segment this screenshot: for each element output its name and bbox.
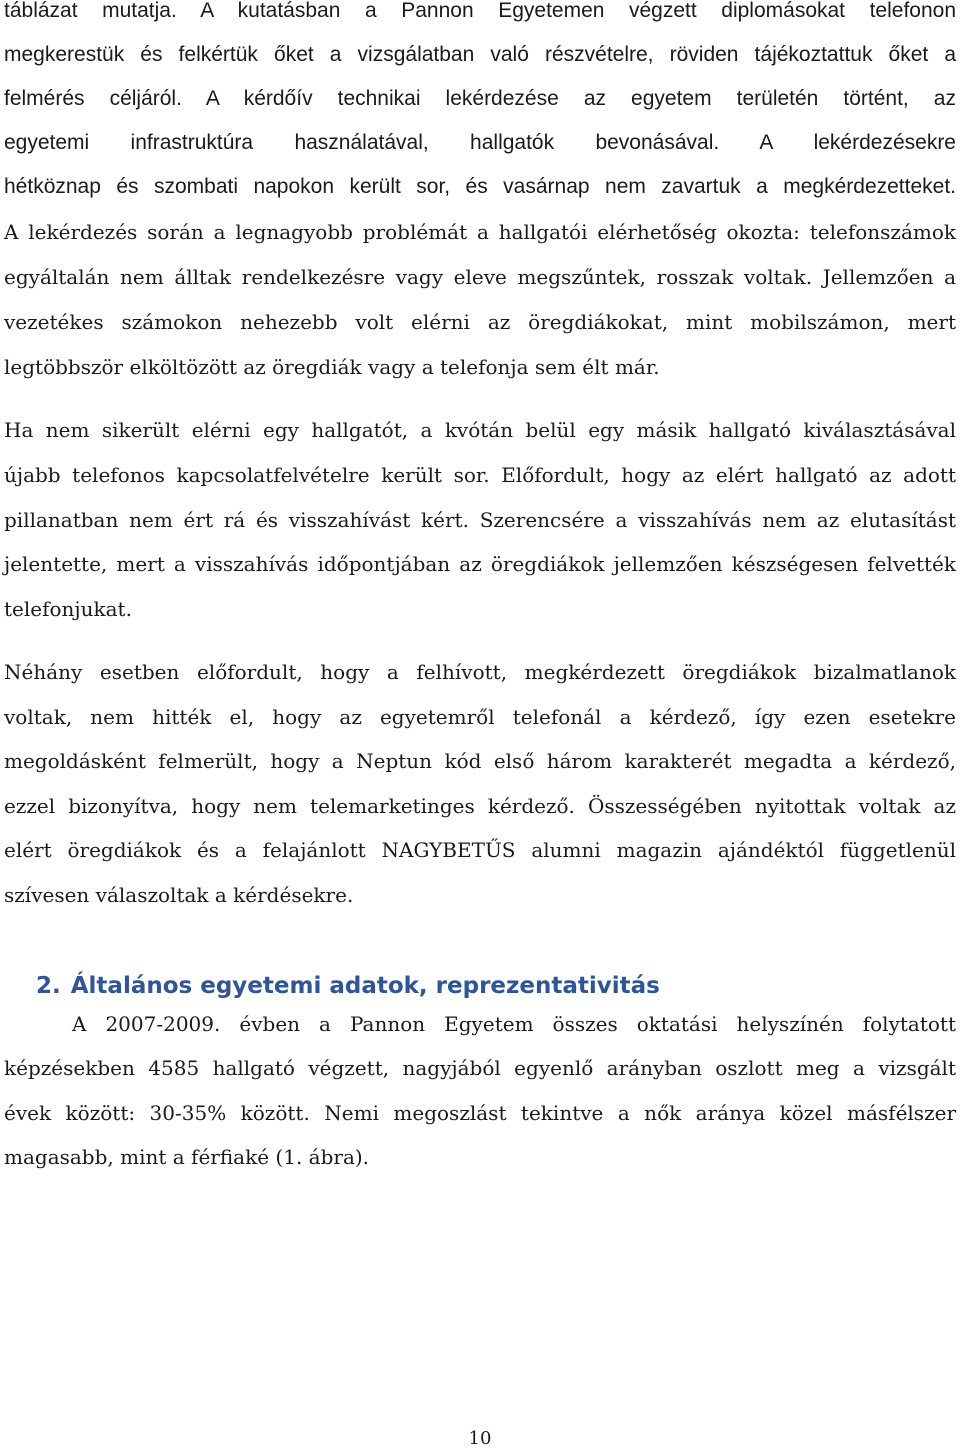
text-line: megkerestük és felkértük őket a vizsgálatban való részvételre, röviden tájékoztattuk őket a [4, 43, 956, 66]
text-line: évek között: 30-35% között. Nemi megoszlást tekintve a nők aránya közel másfélszer [4, 1101, 956, 1125]
section-title: Általános egyetemi adatok, reprezentativitás [70, 973, 660, 999]
text-line: egyáltalán nem álltak rendelkezésre vagy eleve megszűntek, rosszak voltak. Jellemzően a [4, 265, 956, 289]
page-number: 10 [468, 1428, 492, 1449]
text-line: Ha nem sikerült elérni egy hallgatót, a kvótán belül egy másik hallgató kiválasztásával [4, 418, 956, 442]
text-line: voltak, nem hitték el, hogy az egyetemről telefonál a kérdező, így ezen esetekre [4, 705, 956, 729]
text-line: ezzel bizonyítva, hogy nem telemarketinges kérdező. Összességében nyitottak voltak az [4, 794, 956, 818]
text-line: elért öregdiákok és a felajánlott NAGYBETŰS alumni magazin ajándéktól függetlenül [4, 838, 956, 862]
text-line: újabb telefonos kapcsolatfelvételre került sor. Előfordult, hogy az elért hallgató az adott [4, 463, 956, 487]
text-line: szívesen válaszoltak a kérdésekre. [4, 883, 354, 907]
text-line: jelentette, mert a visszahívás időpontjában az öregdiákok jellemzően készségesen felvették [4, 552, 956, 576]
text-line: felmérés céljáról. A kérdőív technikai lekérdezése az egyetem területén történt, az [4, 87, 956, 110]
section-heading [36, 970, 660, 1002]
text-line: legtöbbször elköltözött az öregdiák vagy a telefonja sem élt már. [4, 355, 660, 379]
text-line: hétköznap és szombati napokon került sor, és vasárnap nem zavartuk a megkérdezetteket. [4, 175, 956, 198]
text-line: Néhány esetben előfordult, hogy a felhívott, megkérdezett öregdiákok bizalmatlanok [4, 660, 956, 684]
text-line: táblázat mutatja. A kutatásban a Pannon Egyetemen végzett diplomásokat telefonon [4, 0, 956, 22]
text-line: telefonjukat. [4, 597, 132, 621]
text-line: vezetékes számokon nehezebb volt elérni az öregdiákokat, mint mobilszámon, mert [4, 310, 956, 334]
section-number: 2. [36, 973, 61, 999]
text-line: magasabb, mint a férfiaké (1. ábra). [4, 1145, 370, 1169]
text-line: A lekérdezés során a legnagyobb problémát a hallgatói elérhetőség okozta: telefonszámok [4, 220, 956, 244]
text-line: megoldásként felmerült, hogy a Neptun kód első három karakterét megadta a kérdező, [4, 749, 956, 773]
text-line: képzésekben 4585 hallgató végzett, nagyjából egyenlő arányban oszlott meg a vizsgált [4, 1056, 956, 1080]
text-line: pillanatban nem ért rá és visszahívást kért. Szerencsére a visszahívás nem az elutasítást [4, 508, 956, 532]
text-line: A 2007-2009. évben a Pannon Egyetem összes oktatási helyszínén folytatott [72, 1012, 956, 1036]
text-line: egyetemi infrastruktúra használatával, hallgatók bevonásával. A lekérdezésekre [4, 131, 956, 154]
